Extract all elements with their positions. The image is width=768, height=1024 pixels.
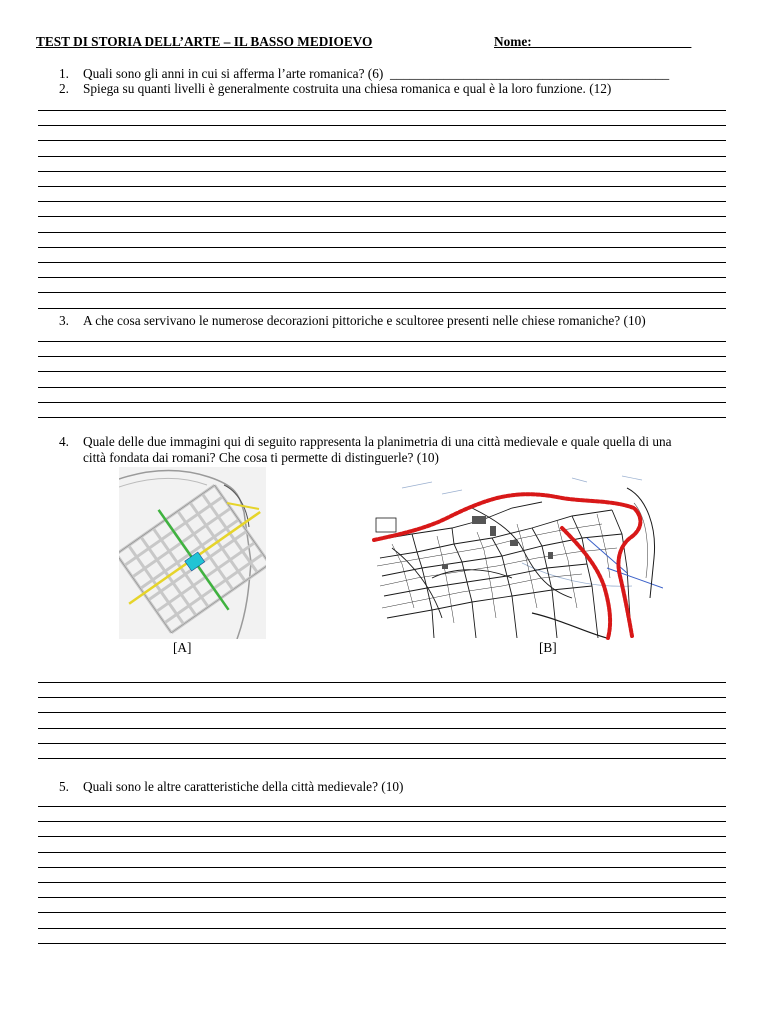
question-3 — [59, 313, 646, 329]
answer-line[interactable] — [38, 943, 726, 944]
answer-line[interactable] — [38, 356, 726, 357]
question-text: A che cosa servivano le numerose decorazioni pittoriche e scultoree presenti nelle chiese romaniche? (10) — [83, 313, 646, 328]
answer-line[interactable] — [38, 262, 726, 263]
answer-blank[interactable]: __________________________________________ — [389, 66, 670, 81]
answer-line[interactable] — [38, 156, 726, 157]
answer-line[interactable] — [38, 140, 726, 141]
question-1 — [59, 66, 669, 82]
answer-line[interactable] — [38, 728, 726, 729]
answer-line[interactable] — [38, 277, 726, 278]
answer-line[interactable] — [38, 836, 726, 837]
answer-line[interactable] — [38, 867, 726, 868]
question-5 — [59, 779, 403, 795]
answer-line[interactable] — [38, 912, 726, 913]
answer-line[interactable] — [38, 697, 726, 698]
answer-line[interactable] — [38, 882, 726, 883]
answer-line[interactable] — [38, 125, 726, 126]
question-2 — [59, 81, 611, 97]
answer-line[interactable] — [38, 387, 726, 388]
answer-line[interactable] — [38, 743, 726, 744]
question-number: 1. — [59, 66, 69, 81]
question-text: Quali sono gli anni in cui si afferma l’arte romanica? (6) — [83, 66, 384, 81]
answer-line[interactable] — [38, 417, 726, 418]
answer-line[interactable] — [38, 201, 726, 202]
answer-line[interactable] — [38, 292, 726, 293]
answer-line[interactable] — [38, 852, 726, 853]
question-number: 5. — [59, 779, 69, 794]
answer-line[interactable] — [38, 371, 726, 372]
question-number: 2. — [59, 81, 69, 96]
answer-line[interactable] — [38, 682, 726, 683]
answer-line[interactable] — [38, 110, 726, 111]
question-text: Quali sono le altre caratteristiche della città medievale? (10) — [83, 779, 404, 794]
answer-line[interactable] — [38, 232, 726, 233]
answer-line[interactable] — [38, 341, 726, 342]
question-number: 3. — [59, 313, 69, 328]
question-4-continued: città fondata dai romani? Che cosa ti permette di distinguerle? (10) — [83, 450, 439, 465]
answer-line[interactable] — [38, 712, 726, 713]
question-4 — [59, 434, 672, 450]
question-text: Spiega su quanti livelli è generalmente costruita una chiesa romanica e qual è la loro funzione. (12) — [83, 81, 612, 96]
answer-line[interactable] — [38, 758, 726, 759]
medieval-city-plan-image — [372, 468, 663, 641]
answer-line[interactable] — [38, 897, 726, 898]
answer-line[interactable] — [38, 186, 726, 187]
figure-a-caption: [A] — [173, 640, 192, 655]
answer-line[interactable] — [38, 216, 726, 217]
figure-b-caption: [B] — [539, 640, 557, 655]
answer-line[interactable] — [38, 308, 726, 309]
answer-line[interactable] — [38, 928, 726, 929]
answer-line[interactable] — [38, 402, 726, 403]
answer-line[interactable] — [38, 171, 726, 172]
answer-line[interactable] — [38, 821, 726, 822]
question-number: 4. — [59, 434, 69, 449]
question-text: Quale delle due immagini qui di seguito rappresenta la planimetria di una città medievale e quale quella di una — [83, 434, 672, 449]
name-field-label[interactable]: Nome:________________________ — [494, 34, 692, 49]
answer-line[interactable] — [38, 247, 726, 248]
answer-line[interactable] — [38, 806, 726, 807]
roman-city-plan-image — [119, 467, 266, 639]
test-title: TEST DI STORIA DELL’ARTE – IL BASSO MEDIOEVO — [36, 34, 373, 49]
